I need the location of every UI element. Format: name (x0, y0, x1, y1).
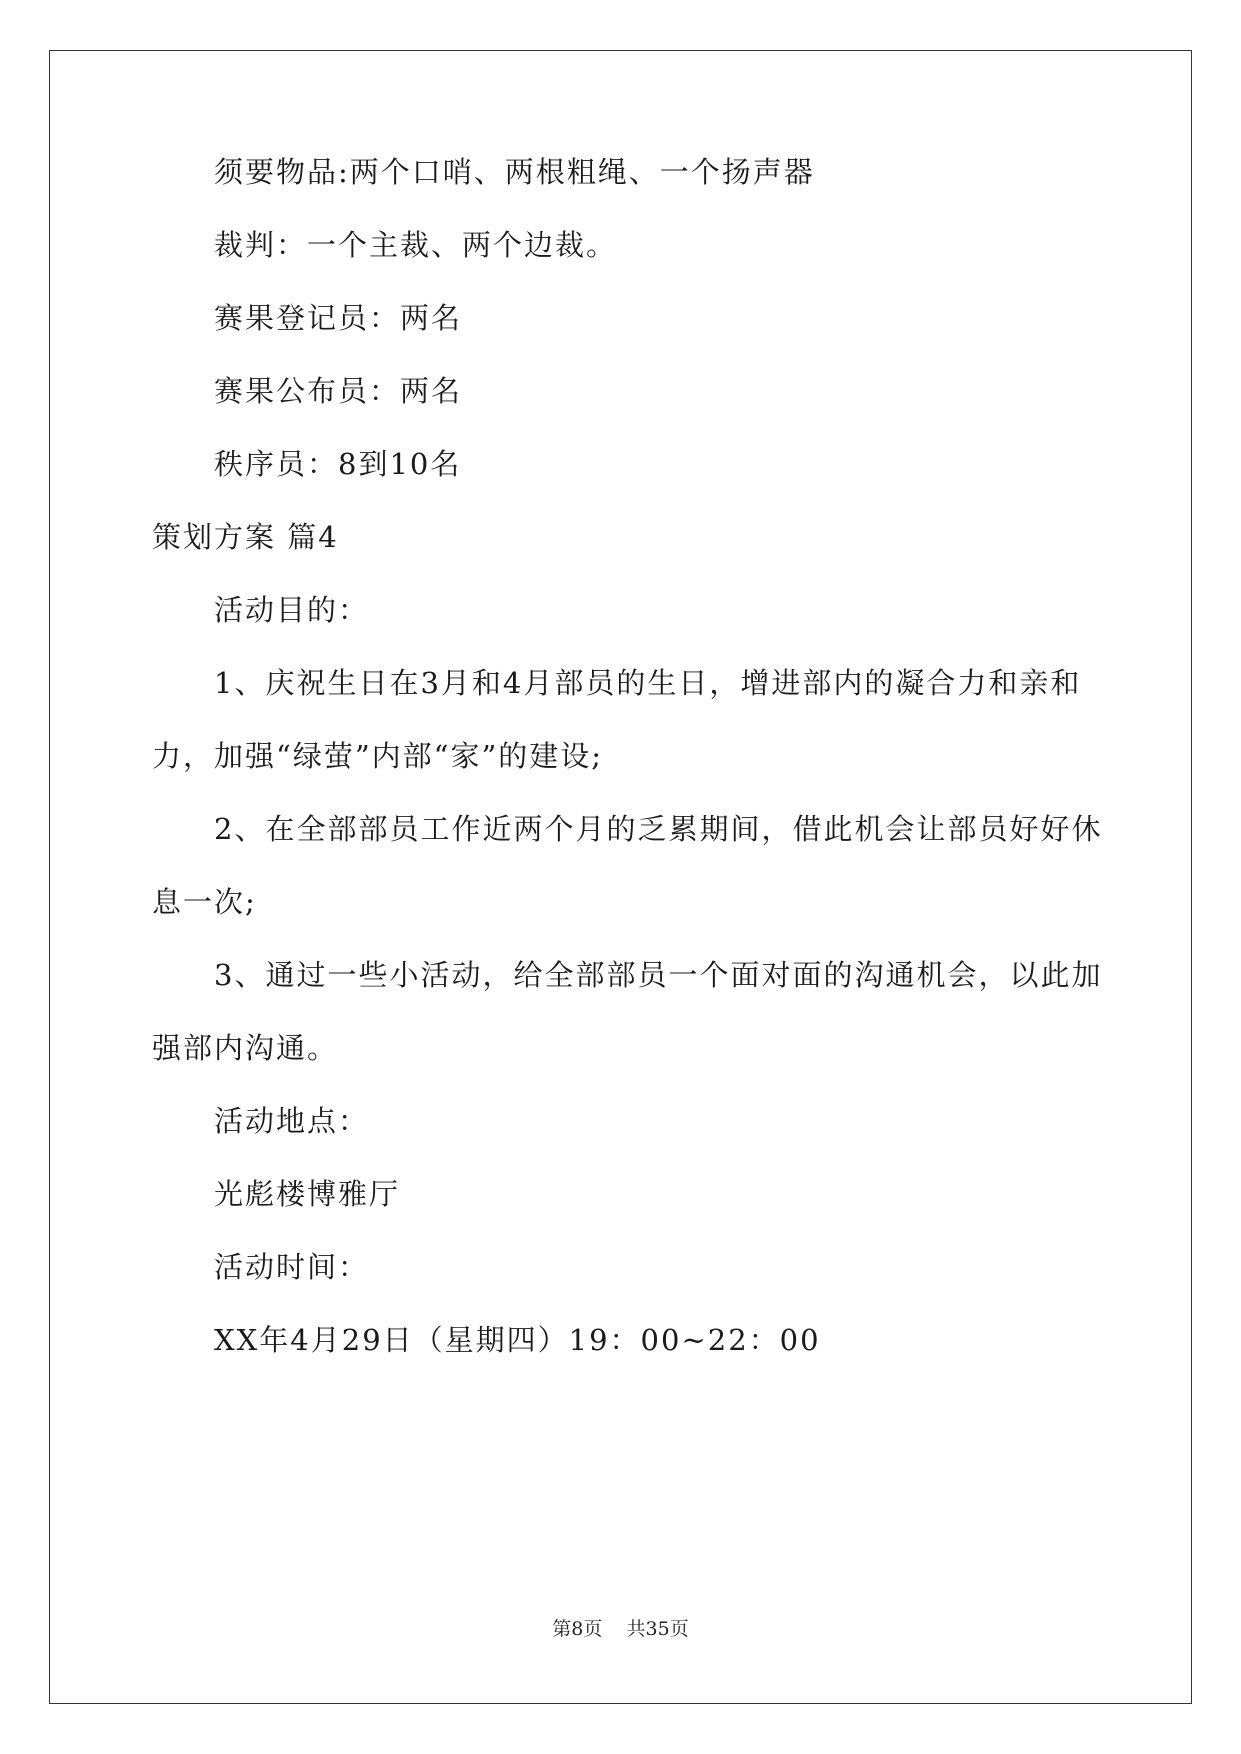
paragraph-purpose-label: 活动目的： (214, 593, 370, 627)
section-heading: 策划方案 篇4 (152, 520, 339, 554)
page-number-footer: 第8页 共35页 (552, 1618, 689, 1640)
paragraph-stewards: 秩序员：8到10名 (214, 447, 462, 481)
paragraph-purpose-1-cont: 力，加强“绿萤”内部“家”的建设; (152, 739, 604, 773)
paragraph-location: 光彪楼博雅厅 (214, 1177, 401, 1211)
paragraph-referees: 裁判：一个主裁、两个边裁。 (214, 228, 618, 262)
paragraph-purpose-1: 1、庆祝生日在3月和4月部员的生日，增进部内的凝合力和亲和 (214, 666, 1082, 700)
paragraph-time: XX年4月29日（星期四）19：00~22：00 (214, 1323, 821, 1357)
paragraph-supplies: 须要物品:两个口哨、两根粗绳、一个扬声器 (214, 155, 815, 189)
paragraph-purpose-2-cont: 息一次; (152, 885, 257, 919)
paragraph-announcers: 赛果公布员：两名 (214, 374, 463, 408)
paragraph-location-label: 活动地点： (214, 1104, 370, 1138)
paragraph-purpose-3: 3、通过一些小活动，给全部部员一个面对面的沟通机会，以此加 (214, 958, 1103, 992)
paragraph-time-label: 活动时间： (214, 1250, 370, 1284)
paragraph-purpose-3-cont: 强部内沟通。 (152, 1031, 339, 1065)
paragraph-purpose-2: 2、在全部部员工作近两个月的乏累期间，借此机会让部员好好休 (214, 812, 1103, 846)
paragraph-recorders: 赛果登记员：两名 (214, 301, 463, 335)
